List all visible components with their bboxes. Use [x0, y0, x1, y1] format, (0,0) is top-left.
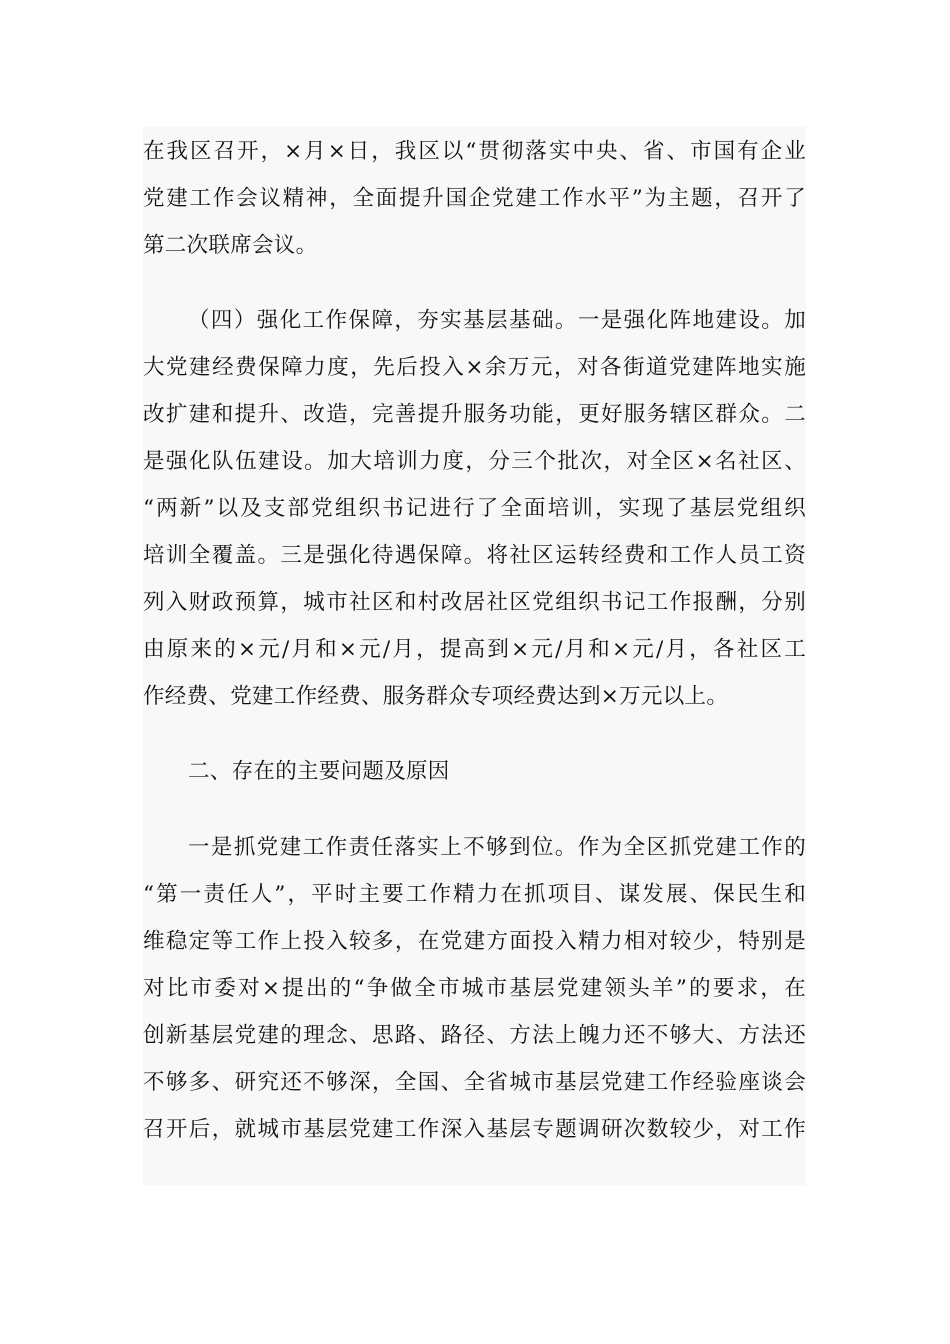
- paragraph-3-line-5: 创新基层党建的理念、思路、路径、方法上魄力还不够大、方法还: [143, 1023, 806, 1048]
- paragraph-2-line-7: 列入财政预算，城市社区和村改居社区党组织书记工作报酬，分别: [143, 590, 806, 615]
- paragraph-2-line-6: 培训全覆盖。三是强化待遇保障。将社区运转经费和工作人员工资: [143, 543, 806, 568]
- paragraph-3-line-3: 维稳定等工作上投入较多，在党建方面投入精力相对较少，特别是: [143, 929, 806, 954]
- paragraph-2-line-5: “两新”以及支部党组织书记进行了全面培训，实现了基层党组织: [143, 496, 806, 521]
- paragraph-2-line-8: 由原来的×元/月和×元/月，提高到×元/月和×元/月，各社区工: [143, 637, 806, 662]
- paragraph-2-line-1: （四）强化工作保障，夯实基层基础。一是强化阵地建设。加: [188, 308, 806, 333]
- paragraph-3-line-4: 对比市委对×提出的“争做全市城市基层党建领头羊”的要求，在: [143, 976, 806, 1001]
- paragraph-3-line-2: “第一责任人”，平时主要工作精力在抓项目、谋发展、保民生和: [143, 882, 806, 907]
- paragraph-3-line-1: 一是抓党建工作责任落实上不够到位。作为全区抓党建工作的: [188, 835, 806, 860]
- section-heading: 二、存在的主要问题及原因: [188, 759, 450, 784]
- paragraph-3-line-6: 不够多、研究还不够深，全国、全省城市基层党建工作经验座谈会: [143, 1070, 806, 1095]
- paragraph-2-line-3: 改扩建和提升、改造，完善提升服务功能，更好服务辖区群众。二: [143, 402, 806, 427]
- paragraph-3-line-7: 召开后，就城市基层党建工作深入基层专题调研次数较少，对工作: [143, 1117, 806, 1142]
- paragraph-2-line-2: 大党建经费保障力度，先后投入×余万元，对各街道党建阵地实施: [143, 355, 806, 380]
- paragraph-1-line-2: 党建工作会议精神，全面提升国企党建工作水平”为主题，召开了: [143, 186, 806, 211]
- paragraph-2-line-4: 是强化队伍建设。加大培训力度，分三个批次，对全区×名社区、: [143, 449, 806, 474]
- paragraph-1-line-3: 第二次联席会议。: [143, 233, 318, 258]
- paragraph-2-line-9: 作经费、党建工作经费、服务群众专项经费达到×万元以上。: [143, 684, 729, 709]
- paragraph-1-line-1: 在我区召开，×月×日，我区以“贯彻落实中央、省、市国有企业: [143, 139, 806, 164]
